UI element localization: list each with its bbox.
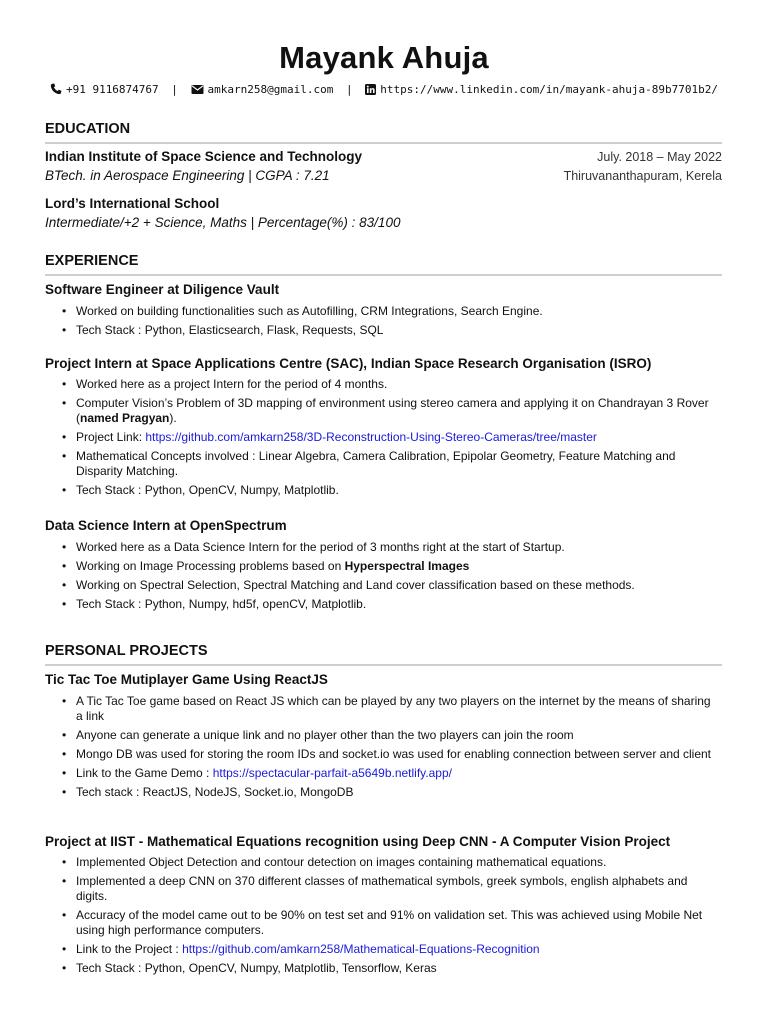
separator: | (346, 83, 353, 96)
phone-icon (50, 83, 62, 100)
list-item (61, 942, 711, 957)
job-bullets (61, 377, 711, 502)
email-address[interactable]: amkarn258@gmail.com (207, 83, 334, 96)
bullet-text: Project Link: (76, 430, 146, 444)
list-item (61, 559, 711, 574)
job-title: Data Science Intern at OpenSpectrum (45, 518, 287, 533)
list-item: • Tech Stack : Python, OpenCV, Numpy, Matplotlib, Tensorflow, Keras (61, 961, 711, 976)
candidate-name: Mayank Ahuja (279, 40, 489, 75)
list-item: • Tech Stack : Python, OpenCV, Numpy, Matplotlib. (61, 483, 711, 498)
list-item: • A Tic Tac Toe game based on React JS which can be played by any two players on the internet by the means of sharing a link (61, 694, 711, 724)
project-bullets (61, 855, 711, 980)
job-title: Software Engineer at Diligence Vault (45, 282, 280, 297)
list-item: • Worked here as a Data Science Intern for the period of 3 months right at the start of Startup. (61, 540, 711, 555)
list-item: • Worked on building functionalities such as Autofilling, CRM Integrations, Search Engine. (61, 304, 711, 319)
list-item: • Worked here as a project Intern for the period of 4 months. (61, 377, 711, 392)
experience-heading: EXPERIENCE (45, 251, 722, 276)
list-item: • Implemented Object Detection and contour detection on images containing mathematical equations. (61, 855, 711, 870)
education-dates: July. 2018 – May 2022 (597, 150, 722, 164)
degree: BTech. in Aerospace Engineering | CGPA : 7.21 (45, 168, 330, 183)
education-entry-2-row2 (45, 214, 722, 232)
education-entry-2-row1 (45, 195, 722, 213)
bullet-text: Link to the Project : (76, 942, 183, 956)
bullet-text: ). (169, 411, 177, 425)
bold-text: Hyperspectral Images (344, 559, 470, 573)
list-item (61, 430, 711, 445)
list-item: • Anyone can generate a unique link and no player other than the two players can join the room (61, 728, 711, 743)
list-item: • Accuracy of the model came out to be 90% on test set and 91% on validation set. This was achieved using Mobile Net using high performance computers. (61, 908, 711, 938)
project-bullets (61, 694, 711, 804)
education-entry-1-row1 (45, 148, 722, 166)
project-title: Project at IIST - Mathematical Equations recognition using Deep CNN - A Computer Vision Project (45, 834, 671, 849)
job-title: Project Intern at Space Applications Centre (SAC), Indian Space Research Organisation (ISRO) (45, 356, 652, 371)
project-link[interactable]: https://github.com/amkarn258/Mathematical-Equations-Recognition (182, 942, 540, 956)
education-heading: EDUCATION (45, 119, 722, 144)
projects-heading: PERSONAL PROJECTS (45, 641, 722, 666)
phone-number[interactable]: +91 9116874767 (65, 83, 159, 96)
linkedin-icon (365, 84, 376, 100)
list-item (61, 766, 711, 781)
education-entry-1-row2 (45, 167, 722, 185)
job-bullets (61, 540, 711, 616)
institution-name: Indian Institute of Space Science and Technology (45, 149, 363, 164)
contact-line (0, 82, 768, 100)
list-item: • Tech Stack : Python, Numpy, hd5f, openCV, Matplotlib. (61, 597, 711, 612)
project-link[interactable]: https://github.com/amkarn258/3D-Reconstruction-Using-Stereo-Cameras/tree/master (145, 430, 597, 444)
list-item: • Implemented a deep CNN on 370 different classes of mathematical symbols, greek symbols, english alphabets and digits. (61, 874, 711, 904)
list-item: • Mathematical Concepts involved : Linear Algebra, Camera Calibration, Epipolar Geometry, Feature Matching and Disparity Matching. (61, 449, 711, 479)
education-location: Thiruvananthapuram, Kerela (563, 169, 722, 183)
linkedin-url[interactable]: https://www.linkedin.com/in/mayank-ahuja-89b7701b2/ (380, 83, 719, 96)
envelope-icon (191, 84, 204, 100)
job-bullets (61, 304, 711, 342)
list-item: • Tech stack : ReactJS, NodeJS, Socket.io, MongoDB (61, 785, 711, 800)
list-item (61, 396, 711, 426)
bullet-text: Working on Image Processing problems based on (76, 559, 345, 573)
bold-text: named Pragyan (80, 411, 170, 425)
project-title: Tic Tac Toe Mutiplayer Game Using ReactJS (45, 672, 328, 687)
list-item: • Mongo DB was used for storing the room IDs and socket.io was used for enabling connection between server and client (61, 747, 711, 762)
list-item: • Working on Spectral Selection, Spectral Matching and Land cover classification based on these methods. (61, 578, 711, 593)
bullet-text: Computer Vision’s Problem of 3D mapping of environment using stereo camera and applying it on Chandrayan 3 Rover ( (76, 396, 709, 425)
separator: | (171, 83, 178, 96)
degree: Intermediate/+2 + Science, Maths | Percentage(%) : 83/100 (45, 215, 401, 230)
institution-name: Lord’s International School (45, 196, 220, 211)
game-demo-link[interactable]: https://spectacular-parfait-a5649b.netlify.app/ (212, 766, 452, 780)
list-item: • Tech Stack : Python, Elasticsearch, Flask, Requests, SQL (61, 323, 711, 338)
bullet-text: Link to the Game Demo : (76, 766, 213, 780)
